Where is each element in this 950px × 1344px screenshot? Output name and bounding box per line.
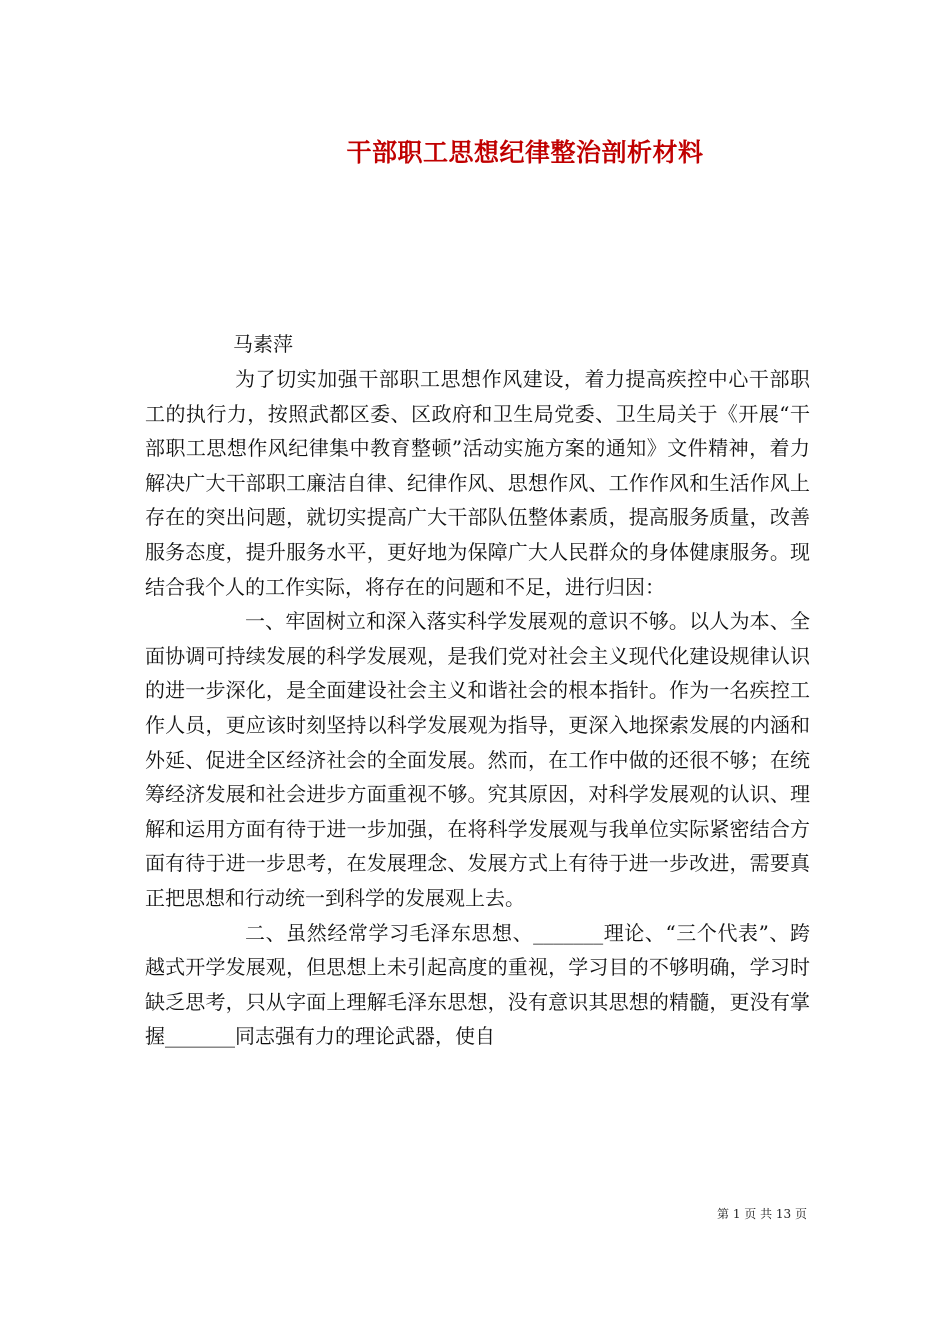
author-name: 马素萍 [233,332,293,356]
document-body [145,362,810,1054]
paragraph-intro: 为了切实加强干部职工思想作风建设，着力提高疾控中心干部职工的执行力，按照武都区委、区政府和卫生局党委、卫生局关于《开展“干部职工思想作风纪律集中教育整顿”活动实施方案的通知》文件精神，着力解决广大干部职工廉洁自律、纪律作风、思想作风、工作作风和生活作风上存在的突出问题，就切实提高广大干部队伍整体素质，提高服务质量，改善服务态度，提升服务水平，更好地为保障广大人民群众的身体健康服务。现结合我个人的工作实际，将存在的问题和不足，进行归因： [145,367,810,599]
document-title: 干部职工思想纪律整治剖析材料 [346,138,704,167]
page-number-footer: 第 1 页 共 13 页 [717,1207,807,1221]
paragraph-section-1: 一、牢固树立和深入落实科学发展观的意识不够。以人为本、全面协调可持续发展的科学发展观，是我们党对社会主义现代化建设规律认识的进一步深化，是全面建设社会主义和谐社会的根本指针。作为一名疾控工作人员，更应该时刻坚持以科学发展观为指导，更深入地探索发展的内涵和外延、促进全区经济社会的全面发展。然而，在工作中做的还很不够；在统筹经济发展和社会进步方面重视不够。究其原因，对科学发展观的认识、理解和运用方面有待于进一步加强，在将科学发展观与我单位实际紧密结合方面有待于进一步思考，在发展理念、发展方式上有待于进一步改进，需要真正把思想和行动统一到科学的发展观上去。 [145,609,810,910]
paragraph-section-2: 二、虽然经常学习毛泽东思想、_______理论、“三个代表”、跨越式开学发展观，但思想上未引起高度的重视，学习目的不够明确，学习时缺乏思考，只从字面上理解毛泽东思想，没有意识其思想的精髓，更没有掌握_______同志强有力的理论武器，使自 [145,920,810,1049]
